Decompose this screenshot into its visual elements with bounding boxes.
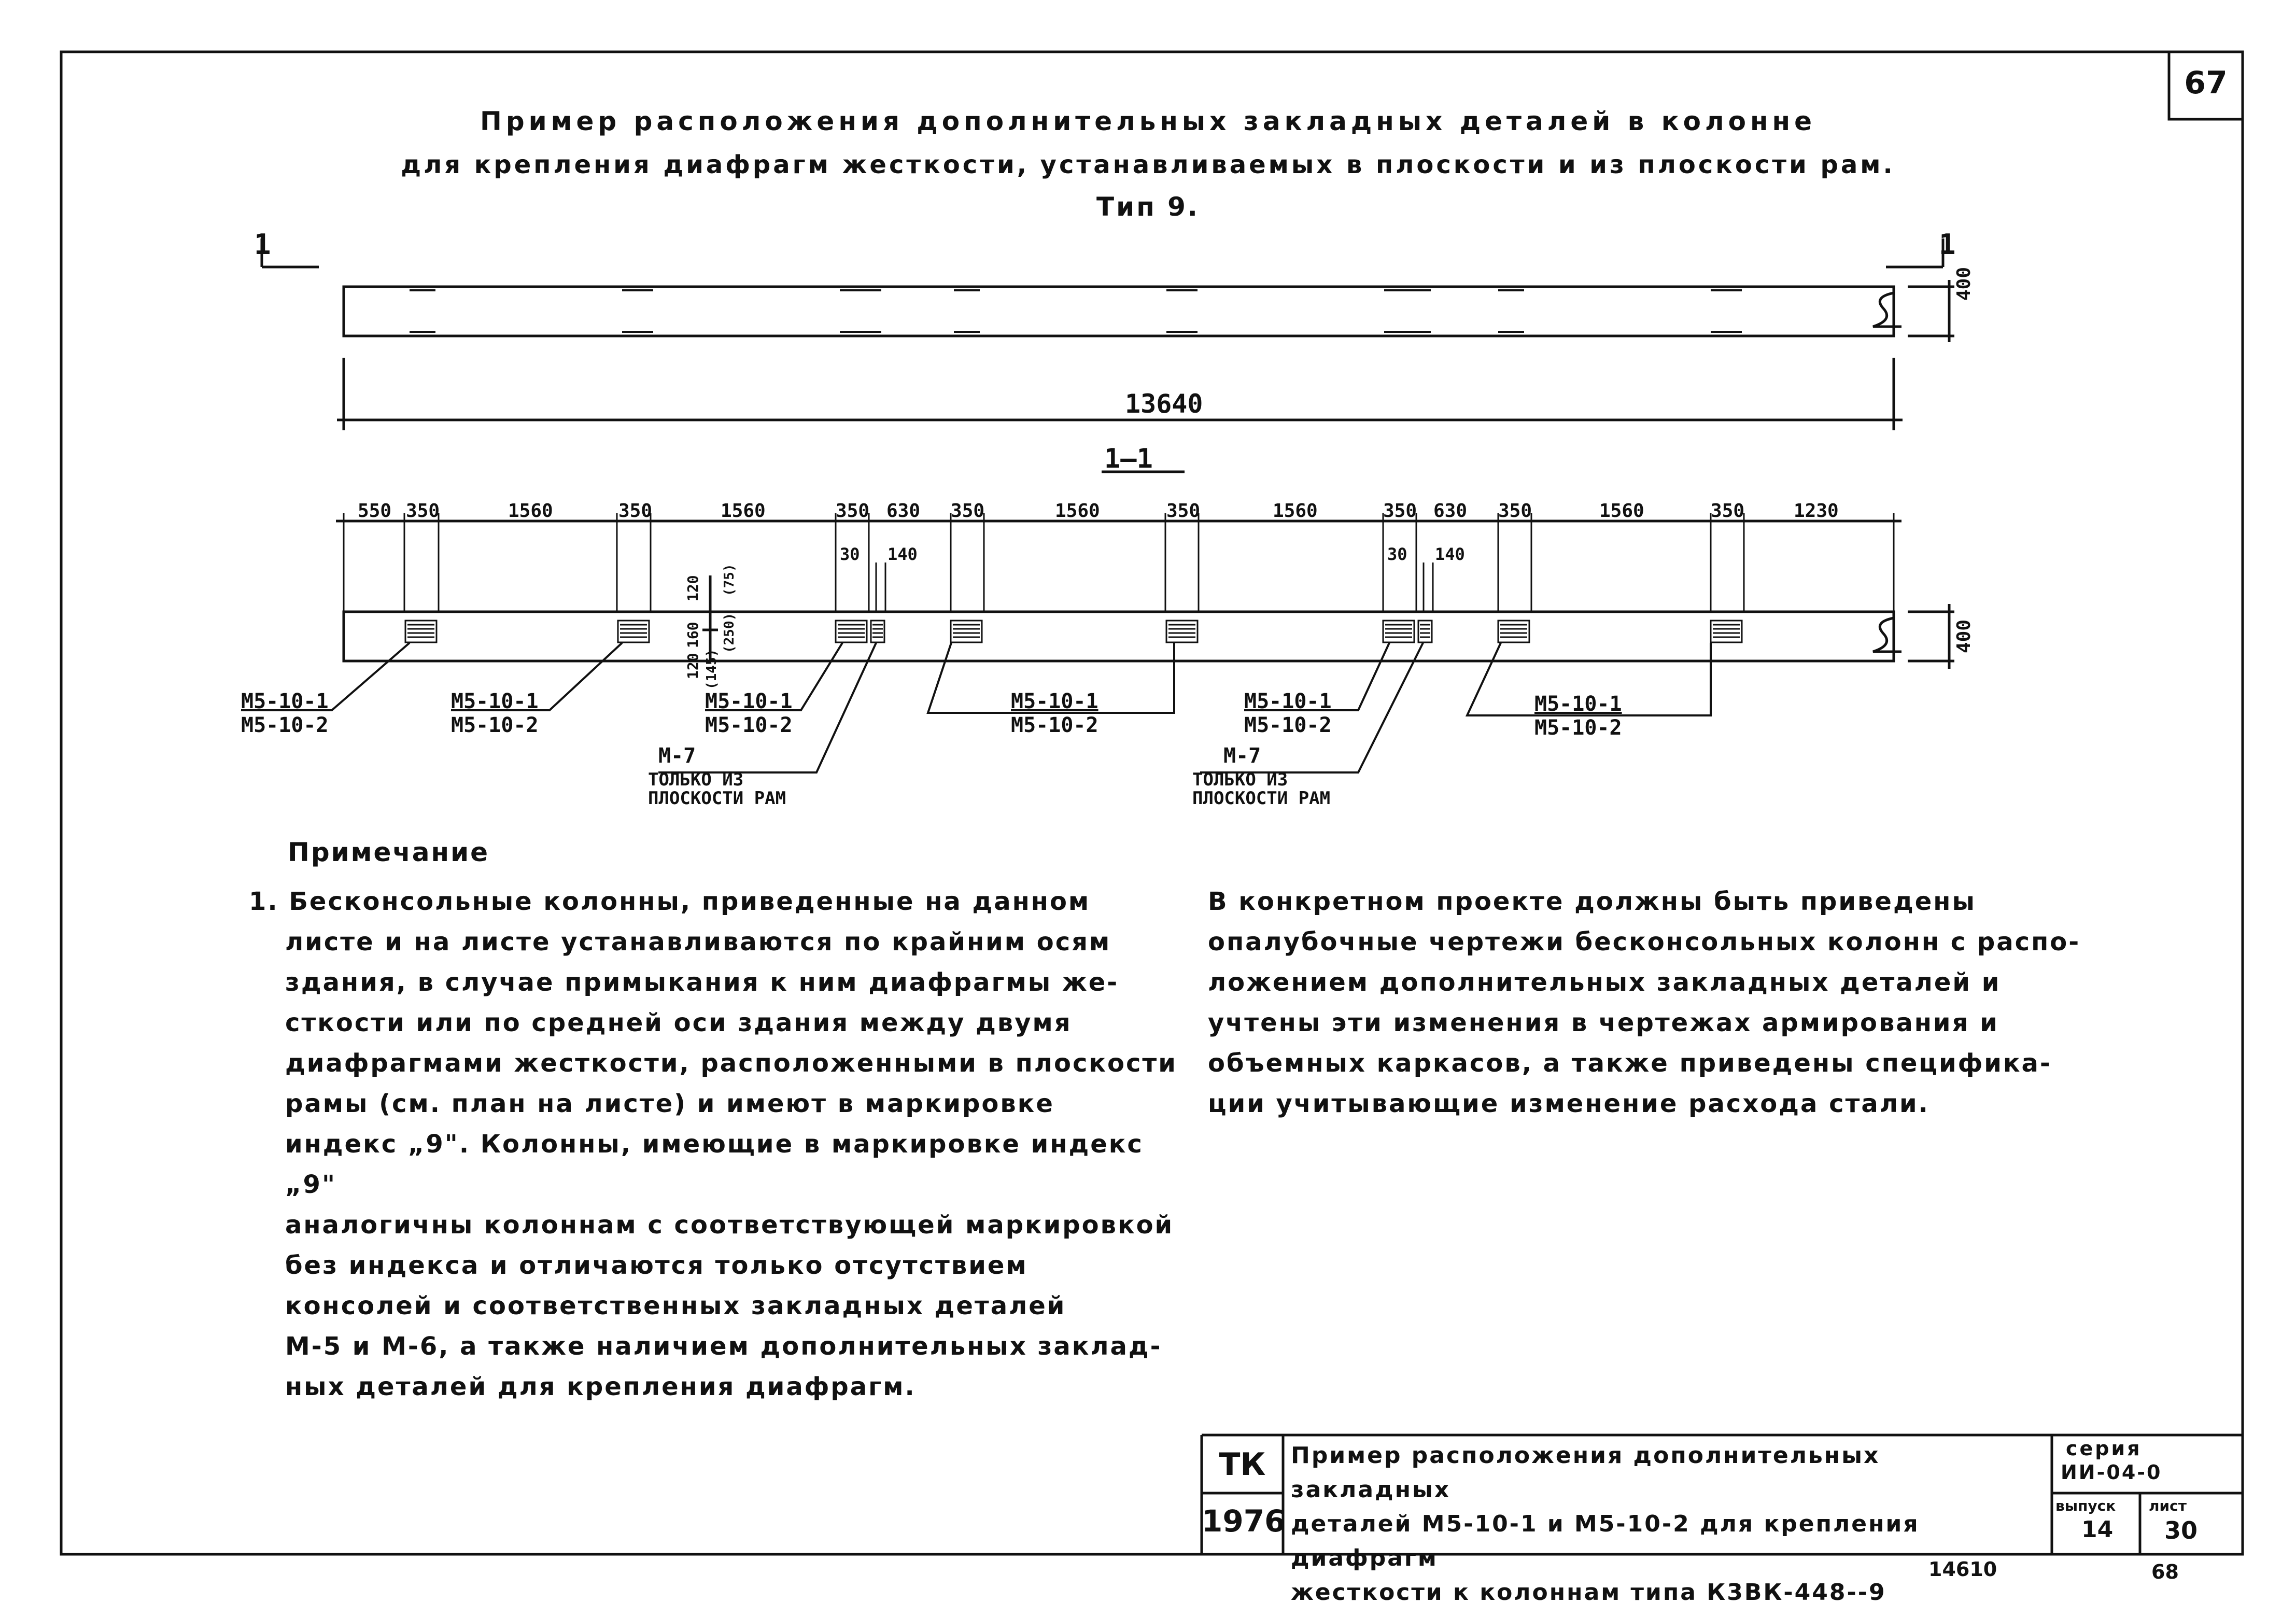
vert-dim-145: (145) (704, 649, 720, 690)
notes-heading: Примечание (288, 837, 490, 867)
dim-350: 350 (1498, 500, 1532, 522)
plate-m5-10-1 (951, 621, 982, 642)
callout-m7-note: ПЛОСКОСТИ РАМ (648, 788, 786, 809)
section-mark-left: 1 (254, 228, 271, 261)
plate-m5-10-1 (1166, 621, 1198, 642)
column-end-profile (1873, 293, 1901, 327)
note-line: аналогичны колоннам с соответствующей маркировкой (285, 1211, 1174, 1240)
section-height-dim (1908, 604, 1954, 669)
section-end-profile (1873, 618, 1901, 652)
elevation-height-dim (1908, 280, 1954, 342)
section-height-value: 400 (1953, 619, 1975, 653)
vert-dim-250: (250) (722, 612, 737, 653)
callout-bottom-label: М5-10-2 (1011, 713, 1098, 737)
sub-dim-140: 140 (1435, 544, 1465, 564)
section-label: 1—1 (1104, 443, 1153, 474)
callout-m5-5 (1244, 690, 1332, 737)
page-number: 67 (2184, 65, 2228, 101)
dim-1560: 1560 (1599, 500, 1644, 522)
note-line: опалубочные чертежи бесконсольных колонн с распо- (1208, 927, 2081, 957)
callout-m7-note: ТОЛЬКО ИЗ (648, 769, 744, 790)
dim-550: 550 (358, 500, 392, 522)
sheet-value: 30 (2164, 1516, 2198, 1544)
callout-top-label: М5-10-1 (705, 690, 793, 713)
section-mark-right: 1 (1939, 228, 1956, 261)
dim-350: 350 (951, 500, 985, 522)
callout-top-label: М5-10-1 (1534, 692, 1622, 716)
tb-desc-line: деталей М5-10-1 и М5-10-2 для крепления диафрагм (1291, 1511, 1920, 1571)
sub-dim-140: 140 (888, 544, 918, 564)
plate-m5-10-1 (618, 621, 649, 642)
note-line: объемных каркасов, а также приведены специфика- (1208, 1049, 2052, 1078)
column-elevation-outline (344, 287, 1894, 336)
callout-bottom-label: М5-10-2 (1244, 713, 1332, 737)
title-block-year: 1976 (1202, 1503, 1286, 1539)
dim-350: 350 (1166, 500, 1201, 522)
archive-number: 14610 (1928, 1558, 1997, 1581)
callout-bottom-label: М5-10-2 (705, 713, 793, 737)
vert-dim-120: 120 (684, 653, 701, 679)
callout-m5-1 (241, 690, 329, 737)
callout-m5-6 (1534, 692, 1622, 740)
section-mark-right-line (1886, 238, 1943, 267)
note-line: здания, в случае примыкания к ним диафрагмы же- (285, 968, 1119, 997)
note-line: ции учитывающие изменение расхода стали. (1208, 1089, 1929, 1118)
page-mark: 68 (2151, 1560, 2179, 1583)
drawing-title-line-3: Тип 9. (1096, 192, 1200, 222)
dim-350: 350 (406, 500, 440, 522)
tb-desc-line: жесткости к колоннам типа К3ВК-448--9 (1291, 1579, 1886, 1606)
callout-top-label: М5-10-1 (451, 690, 539, 713)
plate-m5-10-1 (836, 621, 867, 642)
dim-1560: 1560 (721, 500, 766, 522)
callout-m7-note: ПЛОСКОСТИ РАМ (1192, 788, 1331, 809)
dim-350: 350 (836, 500, 870, 522)
callout-top-label: М5-10-1 (1244, 690, 1332, 713)
section-extension-lines (344, 513, 1894, 612)
issue-value: 14 (2081, 1516, 2114, 1543)
embedded-plates (405, 621, 1742, 642)
callout-m7-2 (1192, 744, 1331, 809)
note-line: ных деталей для крепления диафрагм. (285, 1372, 916, 1401)
plate-m7 (871, 621, 884, 642)
dim-630: 630 (886, 500, 921, 522)
callout-m5-4 (1011, 690, 1098, 737)
sheet-label: лист (2149, 1497, 2187, 1514)
elevation-insert-marks (410, 290, 1742, 332)
note-line: без индекса и отличаются только отсутствием (285, 1251, 1028, 1280)
vertical-dim-line (702, 575, 718, 661)
dim-350: 350 (1711, 500, 1745, 522)
vert-dim-120: 120 (684, 575, 701, 601)
title-block-tk: ТК (1219, 1446, 1266, 1483)
notes-right-column (1208, 881, 2089, 1124)
note-line: диафрагмами жесткости, расположенными в плоскости (285, 1049, 1177, 1078)
note-line: ложением дополнительных закладных деталей и (1208, 968, 2001, 997)
note-line: листе и на листе устанавливаются по крайним осям (285, 927, 1111, 957)
column-section-outline (344, 612, 1894, 661)
elevation-height-value: 400 (1953, 266, 1975, 301)
callout-m7-mark: М-7 (1223, 744, 1261, 768)
drawing-title-line-1: Пример расположения дополнительных закладных деталей в колонне (480, 106, 1816, 136)
plate-m5-10-1 (1383, 621, 1414, 642)
title-block-description (1291, 1439, 2048, 1610)
callout-top-label: М5-10-1 (241, 690, 329, 713)
callout-bottom-label: М5-10-2 (1534, 716, 1622, 740)
dim-1230: 1230 (1794, 500, 1839, 522)
note-line: М-5 и М-6, а также наличием дополнительных заклад- (285, 1332, 1162, 1361)
issue-label: выпуск (2055, 1497, 2116, 1514)
plate-m5-10-1 (1711, 621, 1742, 642)
plate-m5-10-1 (1498, 621, 1529, 642)
callout-m7-note: ТОЛЬКО ИЗ (1192, 769, 1288, 790)
dim-350: 350 (618, 500, 653, 522)
series-value: ИИ-04-0 (2061, 1461, 2162, 1484)
dim-1560: 1560 (1273, 500, 1318, 522)
dim-630: 630 (1433, 500, 1468, 522)
callout-bottom-label: М5-10-2 (451, 713, 539, 737)
note-line: рамы (см. план на листе) и имеют в маркировке (285, 1089, 1054, 1118)
vert-dim-75: (75) (722, 564, 737, 596)
tb-desc-line: Пример расположения дополнительных закладных (1291, 1442, 1880, 1503)
callout-m5-3 (705, 690, 793, 737)
note-line: консолей и соответственных закладных деталей (285, 1291, 1066, 1320)
overall-length-dim-line (337, 358, 1903, 430)
overall-length-value: 13640 (1125, 389, 1203, 419)
series-label: серия (2066, 1437, 2142, 1460)
callout-m7-mark: М-7 (658, 744, 696, 768)
plate-m5-10-1 (405, 621, 436, 642)
note-line: учтены эти изменения в чертежах армирования и (1208, 1008, 1999, 1037)
note-line: В конкретном проекте должны быть приведены (1208, 887, 1976, 916)
dim-1560: 1560 (508, 500, 553, 522)
plate-m7 (1418, 621, 1432, 642)
sub-dim-30: 30 (840, 544, 860, 564)
callout-top-label: М5-10-1 (1011, 690, 1098, 713)
notes-left-column (249, 881, 1203, 1407)
vert-dim-160: 160 (684, 622, 701, 648)
note-line: 1. Бесконсольные колонны, приведенные на данном (249, 887, 1091, 916)
dim-350: 350 (1383, 500, 1417, 522)
drawing-title-line-2: для крепления диафрагм жесткости, устанавливаемых в плоскости и из плоскости рам. (401, 150, 1895, 179)
callout-m5-2 (451, 690, 539, 737)
callout-m7-1 (648, 744, 786, 809)
dim-1560: 1560 (1055, 500, 1100, 522)
note-line: сткости или по средней оси здания между двумя (285, 1008, 1072, 1037)
sub-dim-30: 30 (1387, 544, 1407, 564)
note-line: индекс „9". Колонны, имеющие в маркировке индекс „9" (285, 1130, 1144, 1199)
callout-bottom-label: М5-10-2 (241, 713, 329, 737)
